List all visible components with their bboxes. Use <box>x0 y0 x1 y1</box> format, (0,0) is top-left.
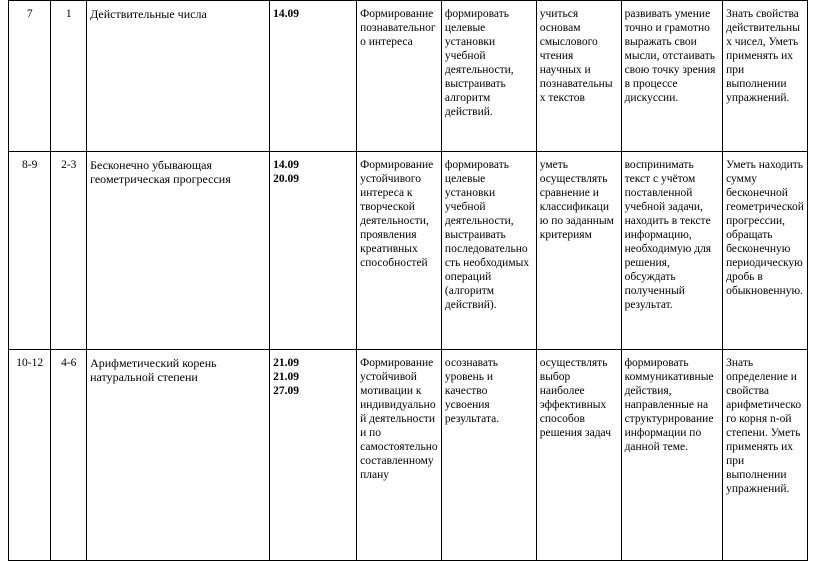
cognitive-outcomes-cell: осуществлять выбор наиболее эффективных способов решения задач <box>536 350 621 561</box>
topic-lesson-number-cell: 4-6 <box>51 350 87 561</box>
regulatory-outcomes-cell: формировать целевые установки учебной деятельности, выстраивать последовательность необходимых операций (алгоритм действий). <box>441 152 536 350</box>
table-row <box>9 152 808 350</box>
date-value: 14.09 <box>273 159 299 171</box>
topic-lesson-number-cell: 2-3 <box>51 152 87 350</box>
regulatory-outcomes-cell: формировать целевые установки учебной деятельности, выстраивать алгоритм действий. <box>441 1 536 152</box>
personal-outcomes-cell: Формирование устойчивой мотивации к индивидуальной деятельности и по самостоятельно составленному плану <box>357 350 442 561</box>
regulatory-outcomes-cell: осознавать уровень и качество усвоения результата. <box>441 350 536 561</box>
cognitive-outcomes-cell: уметь осуществлять сравнение и классификацию по заданным критериям <box>536 152 621 350</box>
date-value: 27.09 <box>273 385 299 397</box>
communicative-outcomes-cell: формировать коммуникативные действия, направленные на структурирование информации по данной теме. <box>621 350 723 561</box>
topic-cell: Арифметический корень натуральной степени <box>87 350 270 561</box>
date-value: 21.09 <box>273 357 299 369</box>
subject-outcomes-cell: Знать свойства действительных чисел, Уметь применять их при выполнении упражнений. <box>723 1 808 152</box>
date-cell <box>270 1 357 152</box>
date-cell <box>270 152 357 350</box>
lesson-plan-table <box>8 0 808 561</box>
subject-outcomes-cell: Знать определение и свойства арифметического корня n-ой степени. Уметь применять их при выполнении упражнений. <box>723 350 808 561</box>
topic-cell: Бесконечно убывающая геометрическая прогрессия <box>87 152 270 350</box>
communicative-outcomes-cell: развивать умение точно и грамотно выражать свои мысли, отстаивать свою точку зрения в процессе дискуссии. <box>621 1 723 152</box>
table-row <box>9 350 808 561</box>
date-cell <box>270 350 357 561</box>
topic-lesson-number-cell: 1 <box>51 1 87 152</box>
date-value: 20.09 <box>273 173 299 185</box>
personal-outcomes-cell: Формирование устойчивого интереса к творческой деятельности, проявления креативных способностей <box>357 152 442 350</box>
lesson-number-cell: 7 <box>9 1 51 152</box>
topic-cell: Действительные числа <box>87 1 270 152</box>
lesson-number-cell: 8-9 <box>9 152 51 350</box>
date-value: 14.09 <box>273 8 299 20</box>
lesson-number-cell: 10-12 <box>9 350 51 561</box>
communicative-outcomes-cell: воспринимать текст с учётом поставленной учебной задачи, находить в тексте информацию, необходимую для решения, обсуждать полученный результат. <box>621 152 723 350</box>
subject-outcomes-cell: Уметь находить сумму бесконечной геометрической прогрессии, обращать бесконечную периодическую дробь в обыкновенную. <box>723 152 808 350</box>
cognitive-outcomes-cell: учиться основам смыслового чтения научных и познавательных текстов <box>536 1 621 152</box>
date-value: 21.09 <box>273 371 299 383</box>
personal-outcomes-cell: Формирование познавательного интереса <box>357 1 442 152</box>
table-row <box>9 1 808 152</box>
